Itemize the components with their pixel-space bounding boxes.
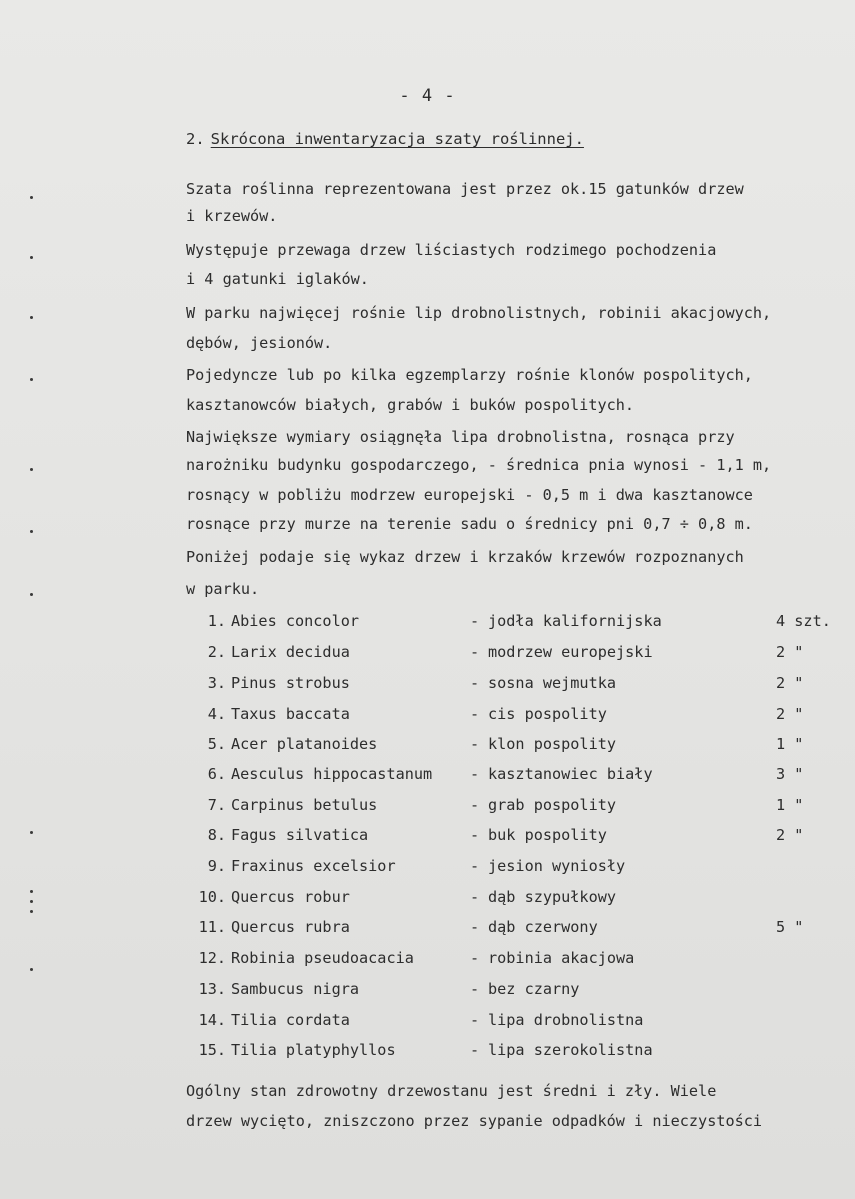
- species-row: [0, 705, 855, 727]
- species-polish-name: cis pospolity: [488, 705, 607, 723]
- species-number: 13.: [198, 980, 226, 998]
- species-latin-name: Robinia pseudoacacia: [231, 949, 414, 967]
- species-count: 3 ": [776, 765, 804, 783]
- species-row: [0, 765, 855, 787]
- species-polish-name: dąb szypułkowy: [488, 888, 617, 906]
- paragraph-line: kasztanowców białych, grabów i buków pospolitych.: [186, 396, 635, 414]
- species-count: 2 ": [776, 674, 804, 692]
- species-dash: -: [470, 796, 480, 814]
- species-polish-name: lipa drobnolistna: [488, 1011, 644, 1029]
- species-number: 2.: [207, 643, 226, 661]
- paragraph-line: Występuje przewaga drzew liściastych rodzimego pochodzenia: [186, 241, 717, 259]
- species-dash: -: [470, 1011, 480, 1029]
- species-dash: -: [470, 735, 480, 753]
- species-dash: -: [470, 1041, 480, 1059]
- paragraph-line: i krzewów.: [186, 207, 278, 225]
- species-number: 15.: [198, 1041, 226, 1059]
- species-number: 1.: [207, 612, 226, 630]
- species-row: [0, 1041, 855, 1063]
- section-heading: [186, 130, 584, 148]
- paragraph-line: i 4 gatunki iglaków.: [186, 270, 369, 288]
- species-latin-name: Taxus baccata: [231, 705, 350, 723]
- species-polish-name: klon pospolity: [488, 735, 617, 753]
- paragraph-line: W parku najwięcej rośnie lip drobnolistnych, robinii akacjowych,: [186, 304, 772, 322]
- species-polish-name: jesion wyniosły: [488, 857, 626, 875]
- species-dash: -: [470, 918, 480, 936]
- species-row: [0, 857, 855, 879]
- paragraph-line: Poniżej podaje się wykaz drzew i krzaków krzewów rozpoznanych: [186, 548, 744, 566]
- species-number: 3.: [207, 674, 226, 692]
- paragraph-line: Szata roślinna reprezentowana jest przez ok.15 gatunków drzew: [186, 180, 744, 198]
- species-row: [0, 949, 855, 971]
- species-dash: -: [470, 765, 480, 783]
- species-polish-name: dąb czerwony: [488, 918, 598, 936]
- species-count: 2 ": [776, 826, 804, 844]
- closing-line: Ogólny stan zdrowotny drzewostanu jest średni i zły. Wiele: [186, 1082, 717, 1100]
- species-latin-name: Tilia platyphyllos: [231, 1041, 396, 1059]
- closing-line: drzew wycięto, zniszczono przez sypanie odpadków i nieczystości: [186, 1112, 763, 1130]
- species-dash: -: [470, 857, 480, 875]
- species-dash: -: [470, 949, 480, 967]
- species-row: [0, 1011, 855, 1033]
- species-latin-name: Acer platanoides: [231, 735, 378, 753]
- species-number: 11.: [198, 918, 226, 936]
- species-latin-name: Aesculus hippocastanum: [231, 765, 433, 783]
- species-polish-name: grab pospolity: [488, 796, 617, 814]
- species-latin-name: Sambucus nigra: [231, 980, 360, 998]
- species-row: [0, 674, 855, 696]
- page-number: - 4 -: [399, 86, 456, 106]
- species-number: 14.: [198, 1011, 226, 1029]
- species-row: [0, 918, 855, 940]
- species-dash: -: [470, 826, 480, 844]
- paragraph-line: Największe wymiary osiągnęła lipa drobnolistna, rosnąca przy: [186, 428, 735, 446]
- species-polish-name: kasztanowiec biały: [488, 765, 653, 783]
- paragraph-line: dębów, jesionów.: [186, 334, 333, 352]
- species-polish-name: jodła kalifornijska: [488, 612, 662, 630]
- species-number: 8.: [207, 826, 226, 844]
- species-latin-name: Fagus silvatica: [231, 826, 369, 844]
- species-number: 10.: [198, 888, 226, 906]
- species-count: 2 ": [776, 705, 804, 723]
- paragraph-line: w parku.: [186, 580, 260, 598]
- species-latin-name: Abies concolor: [231, 612, 360, 630]
- paragraph-line: rosnące przy murze na terenie sadu o średnicy pni 0,7 ÷ 0,8 m.: [186, 515, 753, 533]
- species-polish-name: robinia akacjowa: [488, 949, 635, 967]
- species-polish-name: bez czarny: [488, 980, 580, 998]
- species-latin-name: Pinus strobus: [231, 674, 350, 692]
- species-dash: -: [470, 612, 480, 630]
- species-polish-name: lipa szerokolistna: [488, 1041, 653, 1059]
- species-row: [0, 826, 855, 848]
- species-number: 9.: [207, 857, 226, 875]
- species-count: 1 ": [776, 796, 804, 814]
- species-row: [0, 888, 855, 910]
- species-number: 4.: [207, 705, 226, 723]
- species-dash: -: [470, 705, 480, 723]
- species-latin-name: Tilia cordata: [231, 1011, 350, 1029]
- species-row: [0, 980, 855, 1002]
- paragraph-line: rosnący w pobliżu modrzew europejski - 0,5 m i dwa kasztanowce: [186, 486, 753, 504]
- species-count: 2 ": [776, 643, 804, 661]
- species-count: 1 ": [776, 735, 804, 753]
- species-latin-name: Carpinus betulus: [231, 796, 378, 814]
- paragraph-line: Pojedyncze lub po kilka egzemplarzy rośnie klonów pospolitych,: [186, 366, 753, 384]
- species-polish-name: modrzew europejski: [488, 643, 653, 661]
- species-dash: -: [470, 888, 480, 906]
- species-row: [0, 612, 855, 634]
- species-number: 12.: [198, 949, 226, 967]
- species-polish-name: sosna wejmutka: [488, 674, 617, 692]
- species-dash: -: [470, 980, 480, 998]
- species-latin-name: Quercus robur: [231, 888, 350, 906]
- section-title: Skrócona inwentaryzacja szaty roślinnej.: [210, 130, 584, 148]
- species-dash: -: [470, 674, 480, 692]
- species-row: [0, 643, 855, 665]
- species-count: 5 ": [776, 918, 804, 936]
- species-latin-name: Larix decidua: [231, 643, 350, 661]
- species-number: 7.: [207, 796, 226, 814]
- section-number: 2.: [186, 130, 205, 148]
- paragraph-line: narożniku budynku gospodarczego, - średnica pnia wynosi - 1,1 m,: [186, 456, 772, 474]
- species-latin-name: Fraxinus excelsior: [231, 857, 396, 875]
- species-polish-name: buk pospolity: [488, 826, 607, 844]
- species-count: 4 szt.: [776, 612, 831, 630]
- species-number: 5.: [207, 735, 226, 753]
- species-latin-name: Quercus rubra: [231, 918, 350, 936]
- species-number: 6.: [207, 765, 226, 783]
- species-row: [0, 735, 855, 757]
- species-row: [0, 796, 855, 818]
- species-dash: -: [470, 643, 480, 661]
